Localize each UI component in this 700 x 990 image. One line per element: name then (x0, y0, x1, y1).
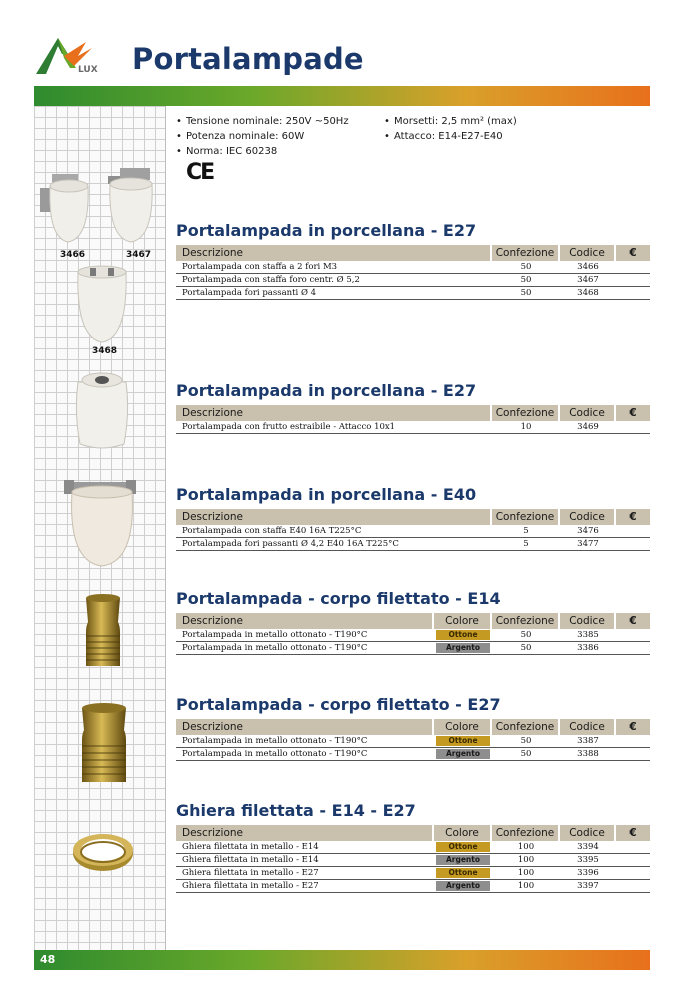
table-row: Portalampada in metallo ottonato - T190°C Argento 50 3386 (176, 642, 650, 655)
brass-threaded-holder-e14-image (80, 592, 126, 670)
table-header: Descrizione Colore Confezione Codice € (176, 825, 650, 841)
page-title: Portalampade (132, 42, 364, 76)
image-label-3466: 3466 (60, 250, 86, 260)
table-row: Portalampada fori passanti Ø 4 50 3468 (176, 287, 650, 300)
color-badge-ottone: Ottone (436, 736, 490, 746)
header-bar (34, 86, 650, 106)
page-number: 48 (40, 953, 56, 966)
color-badge-argento: Argento (436, 749, 490, 759)
porcelain-holder-e40-image (62, 472, 142, 570)
table-row: Portalampada con frutto estraibile - Attacco 10x1 10 3469 (176, 421, 650, 434)
table-header: Descrizione Confezione Codice € (176, 509, 650, 525)
threaded-ring-image (70, 828, 136, 878)
section-ghiera (176, 800, 650, 893)
color-badge-argento: Argento (436, 643, 490, 653)
table-row: Portalampada fori passanti Ø 4,2 E40 16A T225°C 5 3477 (176, 538, 650, 551)
table-header: Descrizione Colore Confezione Codice € (176, 719, 650, 735)
table-row: Portalampada in metallo ottonato - T190°C Ottone 50 3387 (176, 735, 650, 748)
table-row: Portalampada in metallo ottonato - T190°C Ottone 50 3385 (176, 629, 650, 642)
porcelain-holder-3466-image (38, 168, 100, 246)
color-badge-ottone: Ottone (436, 868, 490, 878)
section-porcellana-e27-b (176, 380, 650, 434)
table-row: Portalampada con staffa a 2 fori M3 50 3466 (176, 261, 650, 274)
section-title: Portalampada - corpo filettato - E14 (176, 589, 501, 608)
color-badge-argento: Argento (436, 855, 490, 865)
logo-text: LUX (78, 65, 98, 75)
spec-power: • Potenza nominale: 60W (176, 131, 305, 142)
porcelain-holder-3467-image (100, 166, 162, 246)
table-header: Descrizione Colore Confezione Codice € (176, 613, 650, 629)
section-title: Portalampada in porcellana - E27 (176, 221, 477, 240)
porcelain-holder-3469-image (72, 368, 132, 452)
table-row: Portalampada con staffa E40 16A T225°C 5 3476 (176, 525, 650, 538)
table-row: Ghiera filettata in metallo - E14 Argento 100 3395 (176, 854, 650, 867)
spec-terminals: • Morsetti: 2,5 mm² (max) (384, 116, 517, 127)
table-row: Portalampada con staffa foro centr. Ø 5,2 50 3467 (176, 274, 650, 287)
image-label-3467: 3467 (126, 250, 152, 260)
color-badge-ottone: Ottone (436, 630, 490, 640)
table-header: Descrizione Confezione Codice € (176, 245, 650, 261)
color-badge-argento: Argento (436, 881, 490, 891)
section-filettato-e14 (176, 588, 650, 655)
footer-bar (34, 950, 650, 970)
spec-norm: • Norma: IEC 60238 (176, 146, 278, 157)
table-row: Portalampada in metallo ottonato - T190°C Argento 50 3388 (176, 748, 650, 761)
section-title: Portalampada - corpo filettato - E27 (176, 695, 501, 714)
section-porcellana-e40 (176, 484, 650, 551)
table-row: Ghiera filettata in metallo - E27 Ottone 100 3396 (176, 867, 650, 880)
table-row: Ghiera filettata in metallo - E14 Ottone 100 3394 (176, 841, 650, 854)
spec-voltage: • Tensione nominale: 250V ~50Hz (176, 116, 349, 127)
section-title: Ghiera filettata - E14 - E27 (176, 801, 416, 820)
section-filettato-e27 (176, 694, 650, 761)
brass-threaded-holder-e27-image (76, 700, 132, 786)
image-label-3468: 3468 (92, 346, 118, 356)
table-row: Ghiera filettata in metallo - E27 Argento 100 3397 (176, 880, 650, 893)
aklux-logo (34, 34, 124, 80)
section-title: Portalampada in porcellana - E27 (176, 381, 477, 400)
ce-mark: CE (186, 160, 214, 185)
table-header: Descrizione Confezione Codice € (176, 405, 650, 421)
color-badge-ottone: Ottone (436, 842, 490, 852)
porcelain-holder-3468-image (70, 264, 134, 344)
spec-socket: • Attacco: E14-E27-E40 (384, 131, 503, 142)
section-porcellana-e27-a (176, 220, 650, 300)
section-title: Portalampada in porcellana - E40 (176, 485, 477, 504)
